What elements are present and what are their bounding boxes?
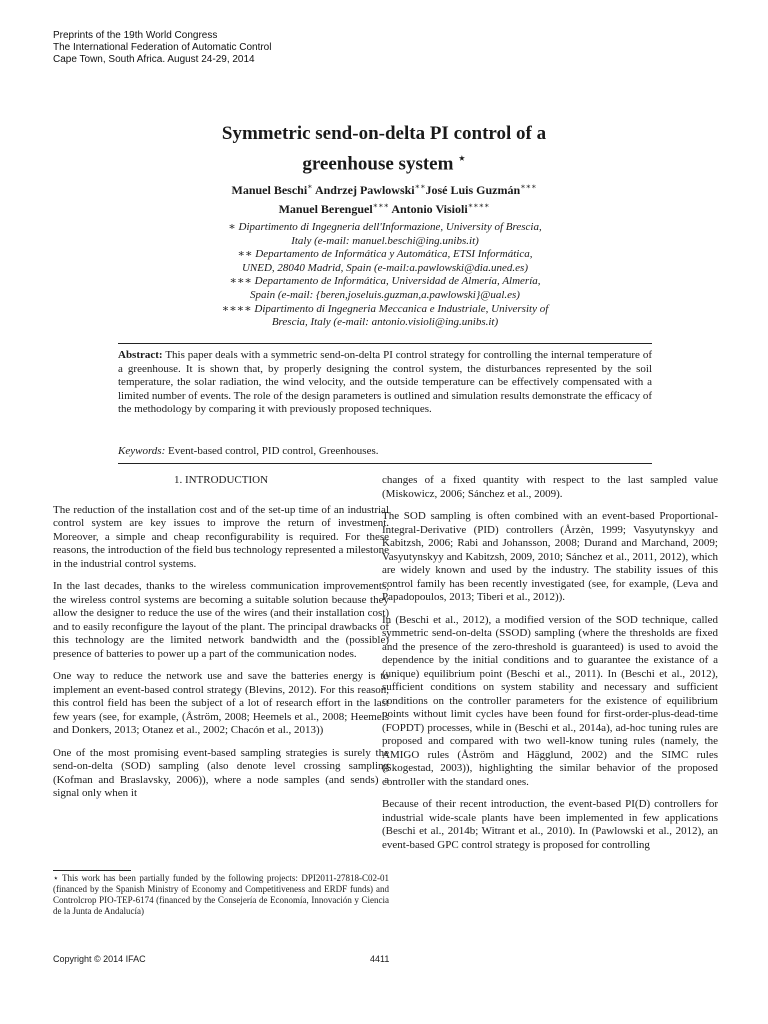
abstract-top-rule: [118, 343, 652, 344]
preprint-line-1: Preprints of the 19th World Congress: [53, 30, 218, 41]
paper-title: [0, 122, 768, 176]
author-mark: ∗: [307, 182, 313, 191]
title-footnote-mark: ⋆: [458, 151, 466, 165]
affiliation-line: ∗ Dipartimento di Ingegneria dell'Informazione, University of Brescia,: [228, 221, 542, 233]
affiliations: [150, 221, 620, 330]
title-line-2: [0, 146, 768, 176]
affiliation-line: ∗∗ Departamento de Informática y Automática, ETSI Informática,: [237, 248, 533, 261]
author-list: [0, 179, 768, 217]
author-berenguel: Manuel Berenguel: [278, 202, 373, 216]
footnote: ⋆ This work has been partially funded by the following projects: DPI2011-27818-C02-01 (financed by the Spanish Ministry of Economy and Competitiveness and ERDF funds) and Controlcrop PIO-TEP-6174 (financed by the Consejería de Economía, Innovación y Ciencia de la Junta de Andalucía): [53, 873, 389, 916]
paragraph: One way to reduce the network use and save the batteries energy is to implement an event-based control strategy (Blevins, 2012). For this reason, this control field has been the subject of a lot of research effort in the last few years (see, for example, (Åström, 2008; Heemels et al., 2008; Heemels and Donkers, 2013; Otanez et al., 2002; Chacón et al., 2013)): [53, 670, 389, 736]
right-column: [382, 474, 718, 861]
affiliation-line: Spain (e-mail: {beren,joseluis.guzman,a.pawlowski}@ual.es): [250, 288, 520, 301]
author-mark: ∗∗∗: [520, 182, 537, 191]
keywords-bottom-rule: [118, 463, 652, 464]
author-line-2: [0, 198, 768, 217]
abstract-text: This paper deals with a symmetric send-on-delta PI control strategy for controlling the internal temperature of a greenhouse. It is shown that, by properly designing the control system, the disturbances represented by the soil temperature, the solar radiation, the wind velocity, and the outside temperature can be effectively compensated with a limited number of events. The role of the design parameters is outlined and simulation results demonstrate the efficacy of the methodology by comparing it with previously proposed techniques.: [118, 349, 652, 416]
author-mark: ∗∗∗∗: [467, 201, 490, 210]
paragraph: The SOD sampling is often combined with an event-based Proportional-Integral-Derivative (PID) controllers (Årzèn, 1999; Vasyutynskyy and Kabitzsh, 2006; Rabi and Johansson, 2008; Durand and Marchand, 2009; Vasyutynskyy and Kabitzsh, 2009, 2010; Sánchez et al., 2011, 2012), which are widely known and used by the industry. The stability issues of this control family has been recently investigated (see, for example, (Leva and Papadopoulos, 2013; Tiberi et al., 2012)).: [382, 510, 718, 603]
abstract: [118, 349, 652, 417]
author-beschi: Manuel Beschi: [231, 183, 308, 197]
paragraph: One of the most promising event-based sampling strategies is surely the send-on-delta (SOD) sampling (also denote level crossing sampling (Kofman and Braslavsky, 2006)), where a node samples (and sends) a signal only when it: [53, 746, 389, 799]
paragraph: The reduction of the installation cost and of the set-up time of an industrial control system are key issues to improve the return of investment. Moreover, a simple and cheap reconfigurability is required. For these reasons, the introduction of the field bus technology represented a milestone in the industrial control systems.: [53, 503, 389, 570]
section-heading-introduction: 1. INTRODUCTION: [173, 474, 269, 486]
title-line-1: Symmetric send-on-delta PI control of a: [221, 123, 547, 144]
paragraph: changes of a fixed quantity with respect to the last sampled value (Miskowicz, 2006; Sánchez et al., 2009).: [382, 474, 718, 500]
affiliation-line: ∗∗∗ Departamento de Informática, Universidad de Almería, Almería,: [229, 275, 541, 288]
keywords-label: Keywords:: [118, 445, 166, 457]
paragraph: Because of their recent introduction, the event-based PI(D) controllers for industrial wide-scale plants have been implemented in few applications (Beschi et al., 2014b; Witrant et al., 2010). In (Pawlowski et al., 2012), an event-based GPC control strategy is proposed for controlling: [382, 798, 718, 851]
author-mark: ∗∗: [414, 182, 426, 191]
left-column: [53, 474, 389, 810]
author-line-1: [0, 179, 768, 198]
copyright: Copyright © 2014 IFAC: [53, 954, 146, 964]
keywords: [118, 445, 652, 459]
affiliation-line: ∗∗∗∗ Dipartimento di Ingegneria Meccanica e Industriale, University of: [221, 302, 549, 315]
author-visioli: Antonio Visioli: [391, 202, 468, 216]
abstract-label: Abstract:: [118, 349, 163, 361]
preprint-header: [53, 30, 271, 66]
affiliation-line: Brescia, Italy (e-mail: antonio.visioli@ing.unibs.it): [271, 316, 499, 329]
author-mark: ∗∗∗: [372, 201, 389, 210]
keywords-text: Event-based control, PID control, Greenhouses.: [165, 445, 379, 457]
preprint-line-3: Cape Town, South Africa. August 24-29, 2014: [53, 54, 255, 65]
title-line-2-text: greenhouse system: [302, 153, 454, 175]
paragraph: In the last decades, thanks to the wireless communication improvements, the wireless control systems are becoming a suitable solution because they allow the designer to reduce the use of the wires (and their installation cost) and to easily reconfigure the layout of the plant. The principal drawbacks of this technology are the limited network bandwidth and the (possible) presence of batteries to power up a part of the communication nodes.: [53, 580, 389, 660]
footnote-rule: [53, 870, 131, 871]
author-pawlowski: Andrzej Pawlowski: [314, 183, 415, 197]
affiliation-line: UNED, 28040 Madrid, Spain (e-mail:a.pawlowski@dia.uned.es): [241, 261, 528, 274]
page-number: 4411: [370, 954, 390, 964]
author-guzman: José Luis Guzmán: [425, 183, 521, 197]
preprint-line-2: The International Federation of Automatic Control: [53, 42, 272, 53]
affiliation-line: Italy (e-mail: manuel.beschi@ing.unibs.it): [291, 234, 479, 247]
paragraph: In (Beschi et al., 2012), a modified version of the SOD technique, called symmetric send-on-delta (SSOD) sampling (where the thresholds are fixed and the presence of the zero-threshold is guaranteed) is used to avoid the dependence by the initial conditions and to guarantee the existance of a (unique) equilibrium point (Beschi et al., 2011). In (Beschi et al., 2012), sufficient conditions on system stability and necessary and sufficient conditions on the controller parameters for the existence of equilibrium points without limit cycles have been found for first-order-plus-dead-time (FOPDT) processes, while in (Beschi et al., 2014a), ad-hoc tuning rules are proposed and compared with two well-know tuning rules (namely, the AMIGO rules (Åström and Hägglund, 2002) and the SIMC rules (Skogestad, 2003)), highlighting the similar behavior of the proposed controller with the standard ones.: [382, 613, 718, 788]
